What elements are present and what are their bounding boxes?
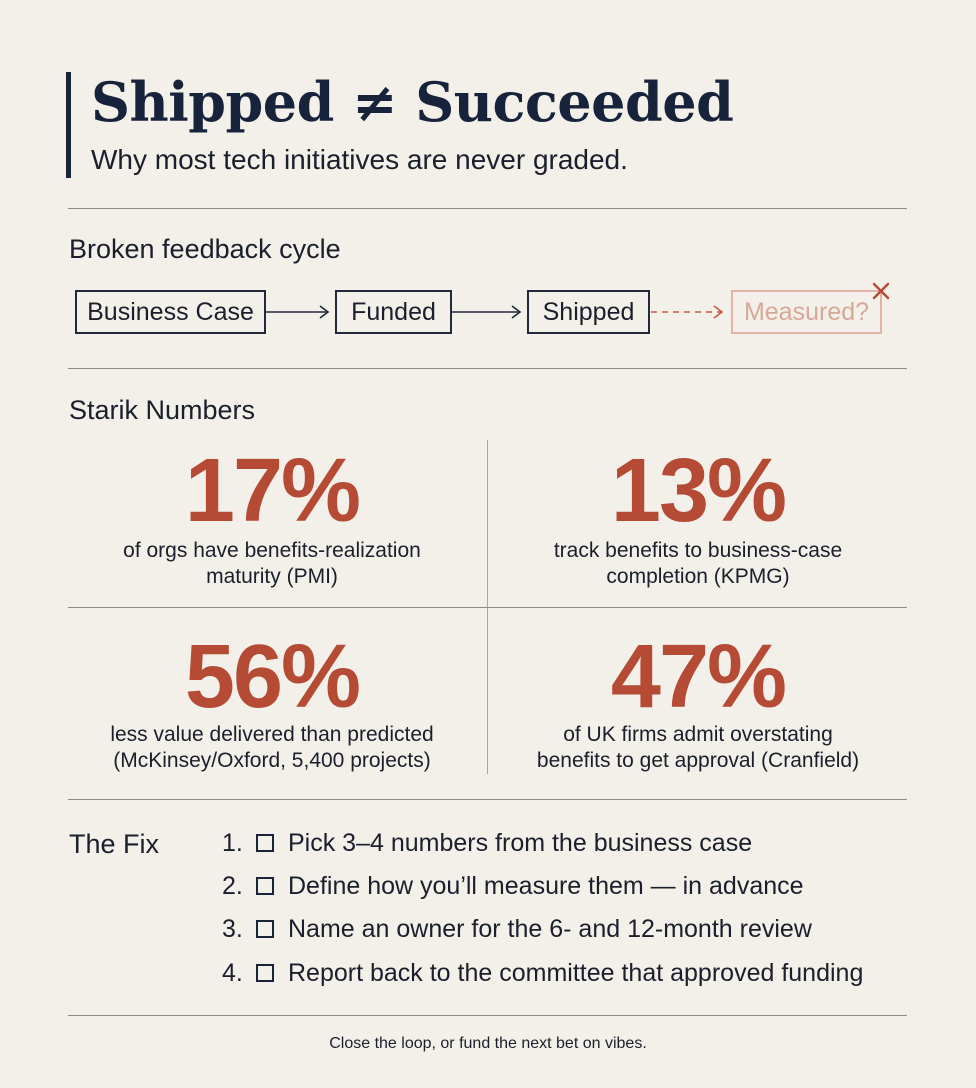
divider bbox=[68, 799, 907, 800]
stat-description: track benefits to business-case completion (KPMG) bbox=[553, 539, 843, 588]
fix-item-number: 4. bbox=[222, 959, 243, 987]
fix-item-number: 2. bbox=[222, 872, 243, 900]
fix-item-text: Name an owner for the 6- and 12-month review bbox=[288, 915, 812, 943]
divider bbox=[68, 368, 907, 369]
fix-item[interactable] bbox=[222, 957, 863, 989]
checkbox-icon[interactable] bbox=[256, 834, 274, 852]
stat-description: less value delivered than predicted (McKinsey/Oxford, 5,400 projects) bbox=[110, 723, 434, 772]
fix-item[interactable] bbox=[222, 870, 804, 902]
step-business-case: Business Case bbox=[75, 290, 266, 334]
step-shipped: Shipped bbox=[527, 290, 650, 334]
page-title: Shipped ≠ Succeeded bbox=[91, 70, 734, 134]
cycle-arrows bbox=[0, 280, 976, 340]
stat-value: 17% bbox=[184, 441, 360, 541]
stats-horizontal-divider bbox=[68, 607, 907, 608]
fix-item-number: 1. bbox=[222, 829, 243, 857]
stat-value: 13% bbox=[610, 441, 786, 541]
numbers-heading: Starik Numbers bbox=[69, 395, 256, 425]
checkbox-icon[interactable] bbox=[256, 964, 274, 982]
fix-item-number: 3. bbox=[222, 915, 243, 943]
stat-value: 56% bbox=[184, 627, 360, 727]
fix-item-text: Report back to the committee that approved funding bbox=[288, 959, 864, 987]
arrow-right-icon bbox=[266, 306, 328, 318]
divider bbox=[68, 208, 907, 209]
broken-x-icon bbox=[874, 284, 888, 298]
footer-tagline: Close the loop, or fund the next bet on vibes. bbox=[329, 1035, 647, 1052]
step-measured: Measured? bbox=[731, 290, 882, 334]
fix-item-text: Pick 3–4 numbers from the business case bbox=[288, 829, 753, 857]
page-subtitle: Why most tech initiatives are never graded. bbox=[91, 144, 628, 175]
fix-item[interactable] bbox=[222, 913, 812, 945]
dashed-arrow-icon bbox=[651, 306, 722, 318]
title-block bbox=[66, 72, 906, 178]
stat-description: of orgs have benefits-realization maturity (PMI) bbox=[123, 539, 421, 588]
cycle-heading: Broken feedback cycle bbox=[69, 234, 341, 264]
step-funded: Funded bbox=[335, 290, 452, 334]
stat-description: of UK firms admit overstating benefits to get approval (Cranfield) bbox=[536, 723, 860, 772]
fix-item-text: Define how you’ll measure them — in advance bbox=[288, 872, 804, 900]
divider bbox=[68, 1015, 907, 1016]
arrow-right-icon bbox=[452, 306, 520, 318]
stat-value: 47% bbox=[610, 627, 786, 727]
fix-item[interactable] bbox=[222, 827, 752, 859]
checkbox-icon[interactable] bbox=[256, 920, 274, 938]
checkbox-icon[interactable] bbox=[256, 877, 274, 895]
fix-heading: The Fix bbox=[69, 829, 160, 859]
